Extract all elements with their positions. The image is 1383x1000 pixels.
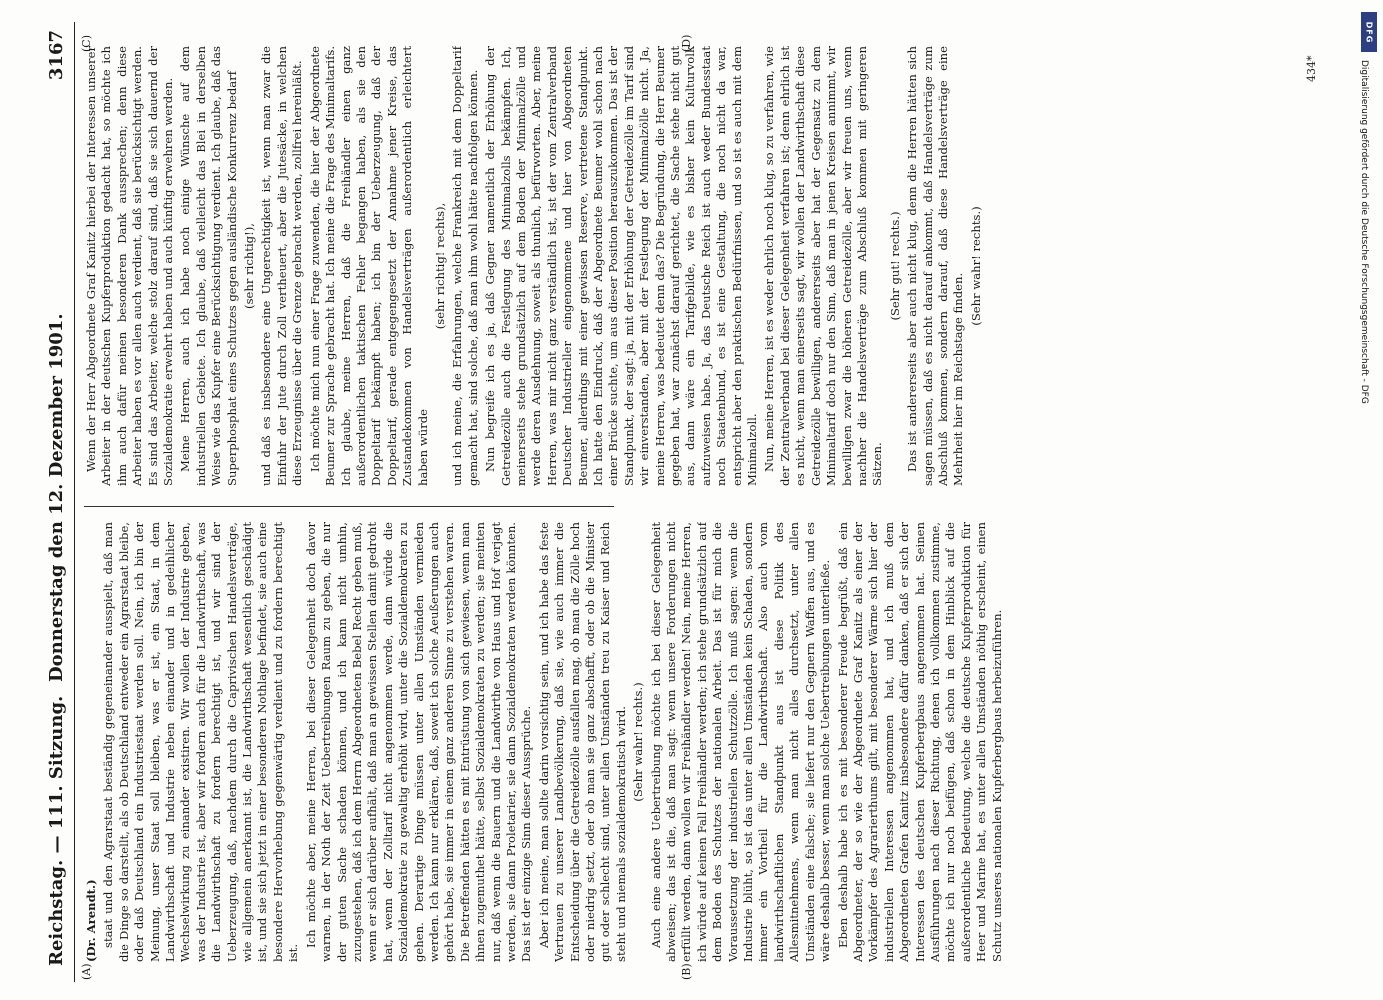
paragraph: Ich möchte aber, meine Herren, bei dieser Gelegenheit doch davor warnen, in der Noth der Zeit Uebertreibungen Raum zu geben, die nur der guten Sache schaden können, und ich kann nicht umhin, zuzugestehen, daß ich dem Herrn Abgeordneten Bebel Recht geben muß, wenn er sich darüber aufhält, daß man an gewissen Stellen damit gedroht hat, wenn der Zolltarif nicht angenommen werde, dann würde die Sozialdemokratie zu gewaltig erhöht wird, unter die Sozialdemokraten zu gehen. Derartige Dinge müssen unter allen Umständen vermieden werden. Ich kann nur erklären, daß, soweit ich solche Aeußerungen auch gehört habe, sie immer in einem ganz anderen Sinne zu verstehen waren. Die Betreffenden hätten es mit Entrüstung von sich gewiesen, wenn man ihnen zugemuthet hätte, selbst Sozialdemokraten zu werden; sie meinten nur, daß wenn die Bauern und die Landwirthe von Haus und Hof verjagt werden, sie dann Proletarier, sie dann Sozialdemokraten werden könnten. Das ist der einzige Sinn dieser Aussprüche. bbox=[303, 522, 534, 962]
interjection: (sehr richtig! rechts), bbox=[432, 202, 447, 330]
page-body bbox=[40, 22, 1340, 982]
interjection: (Sehr wahr! rechts.) bbox=[968, 206, 983, 326]
column-right bbox=[84, 46, 1324, 486]
paragraph: Wenn der Herr Abgeordnete Graf Kanitz hierbei der Interessen unserer Arbeiter in der deutschen Kupferproduktion gedacht hat, so möchte ich ihm auch dafür meinen besonderen Dank aussprechen; denn diese Arbeiter haben es vor allen auch verdient, daß sie berücksichtigt werden. Es sind das Arbeiter, welche stolz darauf sind, daß sie sich dauernd der Sozialdemokratie erwehrt haben und auch künftig erwehren werden. bbox=[84, 46, 176, 486]
column-divider bbox=[84, 506, 614, 507]
paragraph: Nun, meine Herren, ist es weder ehrlich noch klug, so zu verfahren, wie der Zentralverband bei dieser Gelegenheit verfahren ist; denn ehrlich ist es nicht, wenn man einerseits sagt, wir wollen der Landwirthschaft diese Getreidezölle bewilligen, andererseits aber hat der Gegensatz zu dem Minimaltarif doch nur den Sinn, daß man in jenen Kreisen annimmt, wir bewilligen zwar die höheren Getreidezölle, aber wir freuen uns, wenn nachher die Handelsverträge zum Abschluß kommen mit geringeren Sätzen. bbox=[762, 46, 885, 486]
paragraph: und ich meine, die Erfahrungen, welche Frankreich mit dem Doppeltarif gemacht hat, sind solche, daß man ihm wohl hätte nachfolgen können. bbox=[450, 46, 480, 486]
paragraph: und daß es insbesondere eine Ungerechtigkeit ist, wenn man zwar die Einfuhr der Jute durch Zoll vertheuert, aber die Jutesäcke, in welchen diese Erzeugnisse über die Grenze gebracht werden, zollfrei hereinläßt. bbox=[259, 46, 305, 486]
dfg-logo-icon: DFG bbox=[1361, 12, 1377, 52]
margin-mark-a: (A) bbox=[80, 963, 93, 980]
header-session: Reichstag. — 111. Sitzung. bbox=[46, 695, 67, 966]
paragraph: staat und den Agrarstaat beständig gegeneinander ausspielt, daß man die Dinge so darstellt, als ob Deutschland entweder ein Agrarstaat bleibe, oder daß Deutschland ein Industriestaat werden soll. Nein, ich bin der Meinung, unser Staat soll bleiben, was er ist, ein Staat, in dem Landwirthschaft und Industrie neben einander und in gedeihlicher Wechselwirkung zu einander existiren. Wir wollen der Industrie geben, was der Industrie ist, aber wir fordern auch für die Landwirthschaft, was die Landwirthschaft zu fordern berechtigt ist, und wir sind der Ueberzeugung, daß, nachdem durch die Caprivischen Handelsverträge, wie allgemein anerkannt ist, die Landwirthschaft wesentlich geschädigt ist, und sie sich jetzt in einer besonderen Nothlage befindet, sie auch eine besondere Hervorhebung gegenwärtig verdient und zu fordern berechtigt ist. bbox=[101, 522, 301, 962]
page-number: 3167 bbox=[46, 30, 67, 81]
margin-mark-c: (C) bbox=[80, 35, 93, 52]
paragraph: Meine Herren, auch ich habe noch einige Wünsche auf dem industriellen Gebiete. Ich glaube, daß vielleicht das Blei in derselben Weise wie das Kupfer eine Berücksichtigung verdient. Ich glaube, daß das Superphosphat eines Schutzes gegen ausländische Konkurrenz bedarf bbox=[178, 46, 239, 486]
paragraph: Das ist andererseits aber auch nicht klug, denn die Herren hätten sich sagen müssen, daß es nicht darauf ankommt, daß Handelsverträge zum Abschluß kommen, sondern darauf, daß diese Handelsverträge eine Mehrheit hier im Reichstage finden. bbox=[905, 46, 966, 486]
dfg-funding-note: Digitalisierung gefördert durch die Deutsche Forschungsgemeinschaft - DFG bbox=[1359, 60, 1369, 404]
interjection: (sehr richtig!), bbox=[242, 223, 257, 309]
margin-mark-b: (B) bbox=[680, 963, 693, 980]
dfg-stamp bbox=[1358, 12, 1380, 988]
column-left bbox=[84, 522, 1324, 962]
sheet-signature: 434* bbox=[1305, 55, 1318, 82]
page-header bbox=[40, 22, 75, 982]
paragraph: Eben deshalb habe ich es mit besonderer Freude begrüßt, daß ein Abgeordneter, der so wie der Abgeordnete Graf Kanitz als einer der Vorkämpfer des Agrarierthums gilt, mit besonderer Wärme sich hier der industriellen Interessen angenommen hat, und ich muß dem Abgeordneten Grafen Kanitz insbesondere dafür danken, daß er sich der Interessen des deutschen Kupferbergbaus angenommen hat. Seinen Ausführungen nach dieser Richtung, denen ich vollkommen zustimme, möchte ich nur noch beifügen, daß schon in dem Hinblick auf die außerordentliche Bedeutung, welche die deutsche Kupferproduktion für Heer und Marine hat, es unter allen Umständen nöthig erscheint, einen Schutz unseres nationalen Kupferbergbaus herbeizuführen. bbox=[835, 522, 1004, 962]
interjection: (Sehr wahr! rechts.) bbox=[631, 682, 646, 802]
header-date: Donnerstag den 12. Dezember 1901. bbox=[46, 313, 67, 682]
paragraph: Auch eine andere Uebertreibung möchte ich bei dieser Gelegenheit abweisen; das ist die, daß man sagt: wenn unsere Forderungen nicht erfüllt werden, dann wollen wir Freihändler werden! Nein, meine Herren, ich würde auf keinen Fall Freihändler werden; ich stehe grundsätzlich auf dem Boden des Schutzes der nationalen Arbeit. Das ist für mich die Voraussetzung der industriellen Schutzzölle. Ich muß sagen: wenn die Industrie blüht, so ist das unter allen Umständen kein Schaden, sondern immer ein Vortheil für die Landwirthschaft. Also auch vom landwirthschaftlichen Standpunkt aus ist diese Politik des Allesmitnehmens, wenn man nicht alles durchsetzt, unter allen Umständen eine falsche; sie liefert nur den Gegnern Waffen aus, und es wäre deshalb besser, wenn man solche Uebertreibungen unterließe. bbox=[648, 522, 833, 962]
paragraph: Ich möchte mich nun einer Frage zuwenden, die hier der Abgeordnete Beumer zur Sprache gebracht hat. Ich meine die Frage des Minimaltarifs. Ich glaube, meine Herren, daß die Freihändler einen ganz außerordentlichen taktischen Fehler begangen haben, als sie den Doppeltarif bekämpft haben; ich bin der Ueberzeugung, daß der Doppeltarif, gerade entgegengesetzt der Annahme jener Kreise, das Zustandekommen von Handelsverträgen außerordentlich erleichtert haben würde bbox=[307, 46, 430, 486]
rotated-page-content bbox=[40, 22, 1340, 982]
speaker-label: (Dr. Arendt.) bbox=[84, 879, 98, 962]
paragraph: Aber ich meine, man sollte darin vorsichtig sein, und ich habe das feste Vertrauen zu unserer Landbevölkerung, daß sie, wie auch immer die Entscheidung über die Getreidezölle ausfallen mag, ob man die Zölle hoch oder niedrig setzt, oder ob man sie ganz abschafft, oder ob die Minister gut oder schlecht sind, unter allen Umständen treu zu Kaiser und Reich steht und niemals sozialdemokratisch wird. bbox=[536, 522, 628, 962]
margin-mark-d: (D) bbox=[680, 34, 693, 52]
paragraph: Nun begreife ich es ja, daß Gegner namentlich der Erhöhung der Getreidezölle auch die Festlegung des Minimalzolls bekämpfen. Ich, meinerseits stehe grundsätzlich auf dem Boden der Minimalzölle und werde deren Ausdehnung, soweit als thunlich, befürworten. Aber, meine Herren, was mir nicht ganz verständlich ist, ist der vom Zentralverband Deutscher Industrieller eingenommene und hier von Abgeordneten Beumer, allerdings mit einer gewissen Reserve, vertretene Standpunkt. Ich hatte den Eindruck, daß der Abgeordnete Beumer wohl schon nach einer Brücke suchte, um aus dieser Position herauszukommen. Das ist der Standpunkt, der sagt: ja, mit der Erhöhung der Getreidezölle im Tarif sind wir einverstanden, aber mit der Festlegung der Minimalzölle nicht. Ja, meine Herren, was bedeutet denn das? Die Begründung, die Herr Beumer gegeben hat, war zunächst darauf gerichtet, die Sache stehe nicht gut aus, dann wäre ein Tarifgebilde, wie es bisher kein Kulturvolk aufzuweisen habe. Ja, das Deutsche Reich ist auch weder Bundesstaat noch Staatenbund, es ist eine Gestaltung, die noch nicht da war, entspricht aber den praktischen Bedürfnissen, und so ist es auch mit dem Minimalzoll. bbox=[483, 46, 760, 486]
interjection: (Sehr gut! rechts.) bbox=[887, 211, 902, 321]
